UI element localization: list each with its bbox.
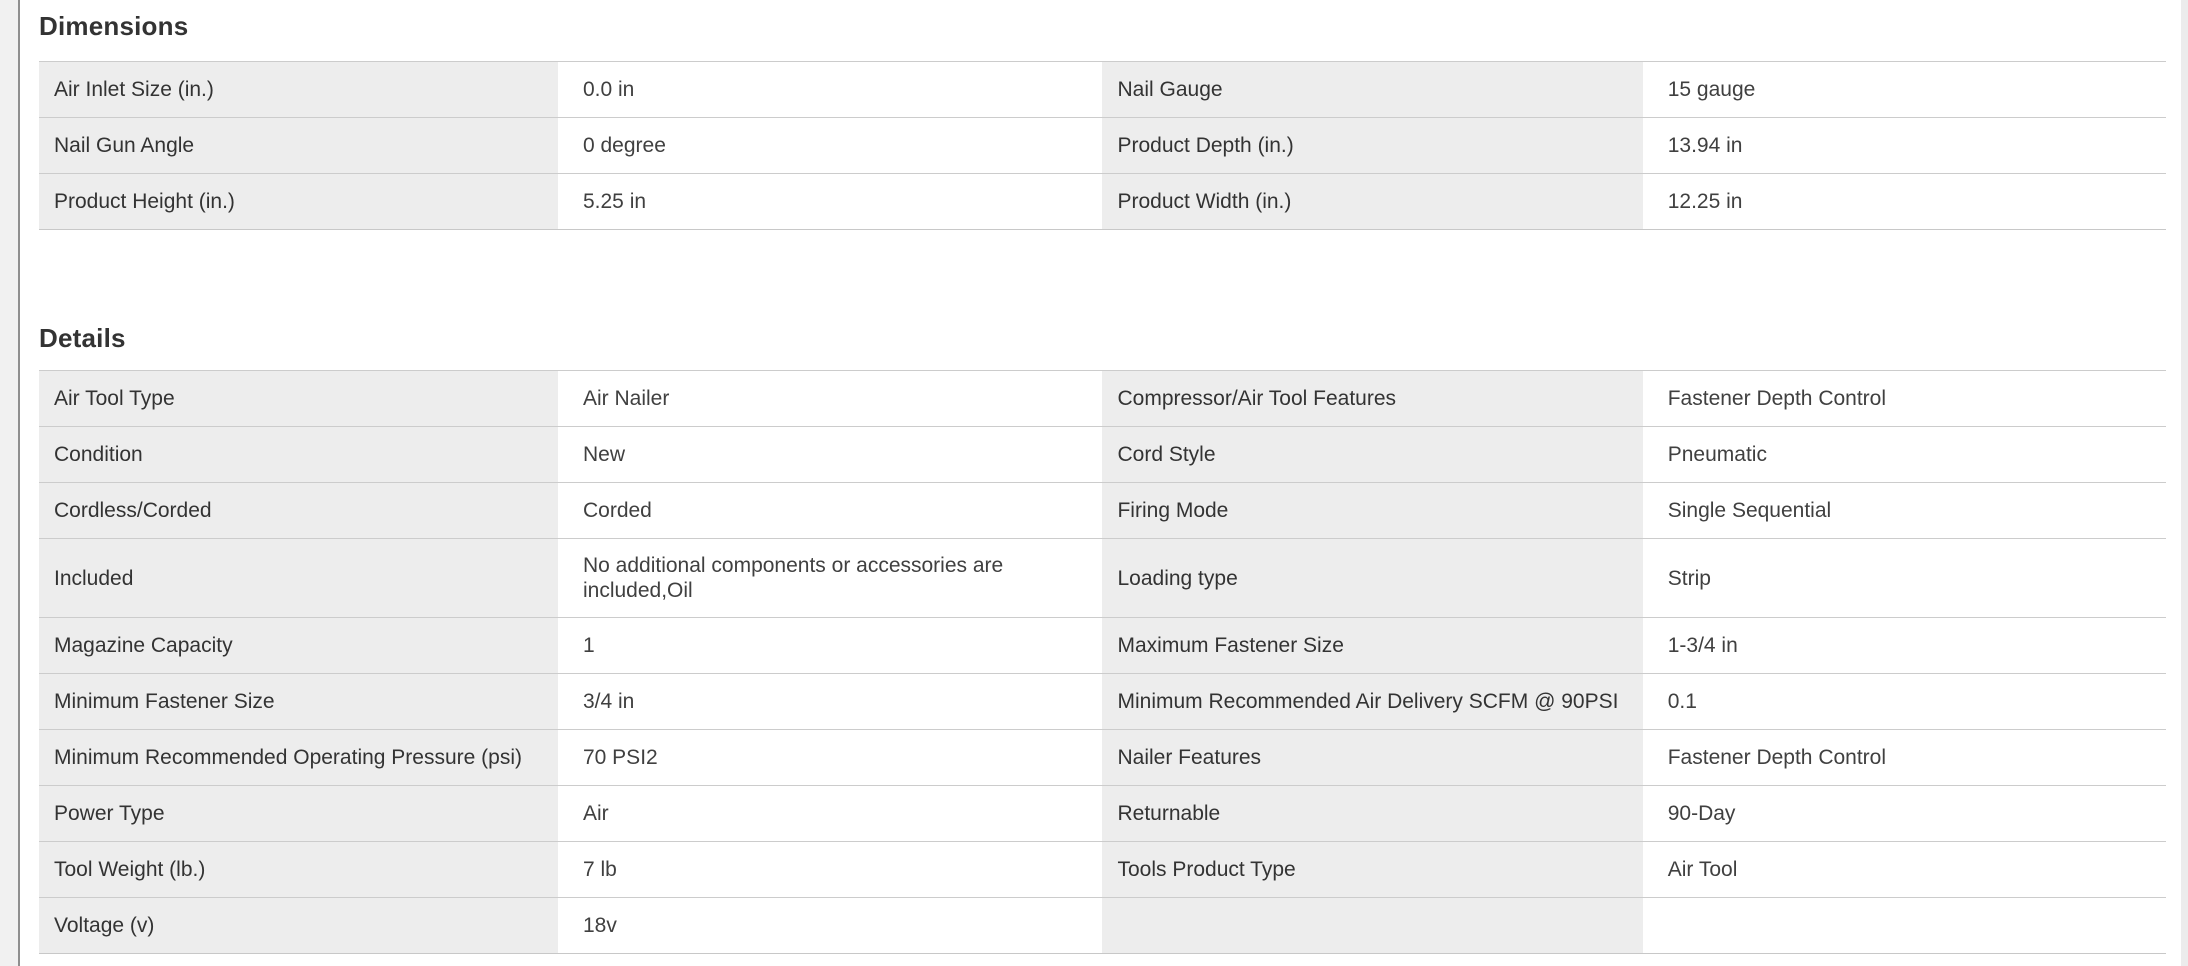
- spec-value-cell: 0.1: [1643, 673, 2166, 729]
- spec-value-cell: Air Tool: [1643, 841, 2166, 897]
- spec-label-cell: Product Depth (in.): [1102, 117, 1642, 173]
- spec-label-cell: Minimum Fastener Size: [39, 673, 558, 729]
- spec-value-cell: 90-Day: [1643, 785, 2166, 841]
- spec-label-cell: Compressor/Air Tool Features: [1102, 370, 1642, 426]
- spec-label-cell: Nail Gauge: [1102, 61, 1642, 117]
- spec-label-cell: Tool Weight (lb.): [39, 841, 558, 897]
- spec-label-cell: Loading type: [1102, 538, 1642, 617]
- spec-label-cell: Nailer Features: [1102, 729, 1642, 785]
- spec-label-cell: Minimum Recommended Air Delivery SCFM @ 90PSI: [1102, 673, 1642, 729]
- spec-label-cell: Cord Style: [1102, 426, 1642, 482]
- specifications-content: [39, 0, 2166, 954]
- details-spec-table: [39, 370, 2166, 954]
- spec-value-cell: 1: [558, 617, 1103, 673]
- left-gutter: [0, 0, 18, 966]
- spec-value-cell: Strip: [1643, 538, 2166, 617]
- section-title-dimensions: Dimensions: [39, 11, 189, 41]
- spec-value-cell: 70 PSI2: [558, 729, 1103, 785]
- spec-value-cell: 18v: [558, 897, 1103, 953]
- right-gutter: [2181, 0, 2188, 966]
- spec-label-cell: Cordless/Corded: [39, 482, 558, 538]
- spec-value-cell: Single Sequential: [1643, 482, 2166, 538]
- spec-value-cell: 1-3/4 in: [1643, 617, 2166, 673]
- spec-label-cell: Nail Gun Angle: [39, 117, 558, 173]
- spec-label-cell: Air Inlet Size (in.): [39, 61, 558, 117]
- spec-value-cell: Air: [558, 785, 1103, 841]
- spec-label-cell: Tools Product Type: [1102, 841, 1642, 897]
- spec-label-cell: Maximum Fastener Size: [1102, 617, 1642, 673]
- spec-value-cell: 0.0 in: [558, 61, 1103, 117]
- dimensions-section: [39, 10, 2166, 230]
- details-section: [39, 322, 2166, 954]
- section-title-details: Details: [39, 323, 126, 353]
- spec-label-cell: Minimum Recommended Operating Pressure (psi): [39, 729, 558, 785]
- spec-value-cell: 7 lb: [558, 841, 1103, 897]
- spec-label-cell: Returnable: [1102, 785, 1642, 841]
- spec-value-cell: Air Nailer: [558, 370, 1103, 426]
- spec-label-cell: Product Width (in.): [1102, 173, 1642, 229]
- spec-value-cell: Pneumatic: [1643, 426, 2166, 482]
- spec-value-cell: 13.94 in: [1643, 117, 2166, 173]
- spec-value-cell: 3/4 in: [558, 673, 1103, 729]
- spec-value-cell: 0 degree: [558, 117, 1103, 173]
- spec-value-cell: [1643, 897, 2166, 953]
- spec-value-cell: Corded: [558, 482, 1103, 538]
- spec-value-cell: No additional components or accessories are included,Oil: [558, 538, 1103, 617]
- spec-value-cell: 15 gauge: [1643, 61, 2166, 117]
- spec-label-cell: Product Height (in.): [39, 173, 558, 229]
- spec-label-cell: Magazine Capacity: [39, 617, 558, 673]
- page-edge-divider: [18, 0, 20, 966]
- spec-label-cell: Voltage (v): [39, 897, 558, 953]
- spec-label-cell: Condition: [39, 426, 558, 482]
- spec-value-cell: 5.25 in: [558, 173, 1103, 229]
- spec-label-cell: Air Tool Type: [39, 370, 558, 426]
- spec-value-cell: Fastener Depth Control: [1643, 370, 2166, 426]
- spec-value-cell: Fastener Depth Control: [1643, 729, 2166, 785]
- dimensions-spec-table: [39, 61, 2166, 230]
- spec-label-cell: Firing Mode: [1102, 482, 1642, 538]
- spec-label-cell: Power Type: [39, 785, 558, 841]
- spec-label-cell: Included: [39, 538, 558, 617]
- spec-value-cell: 12.25 in: [1643, 173, 2166, 229]
- spec-label-cell: [1102, 897, 1642, 953]
- spec-value-cell: New: [558, 426, 1103, 482]
